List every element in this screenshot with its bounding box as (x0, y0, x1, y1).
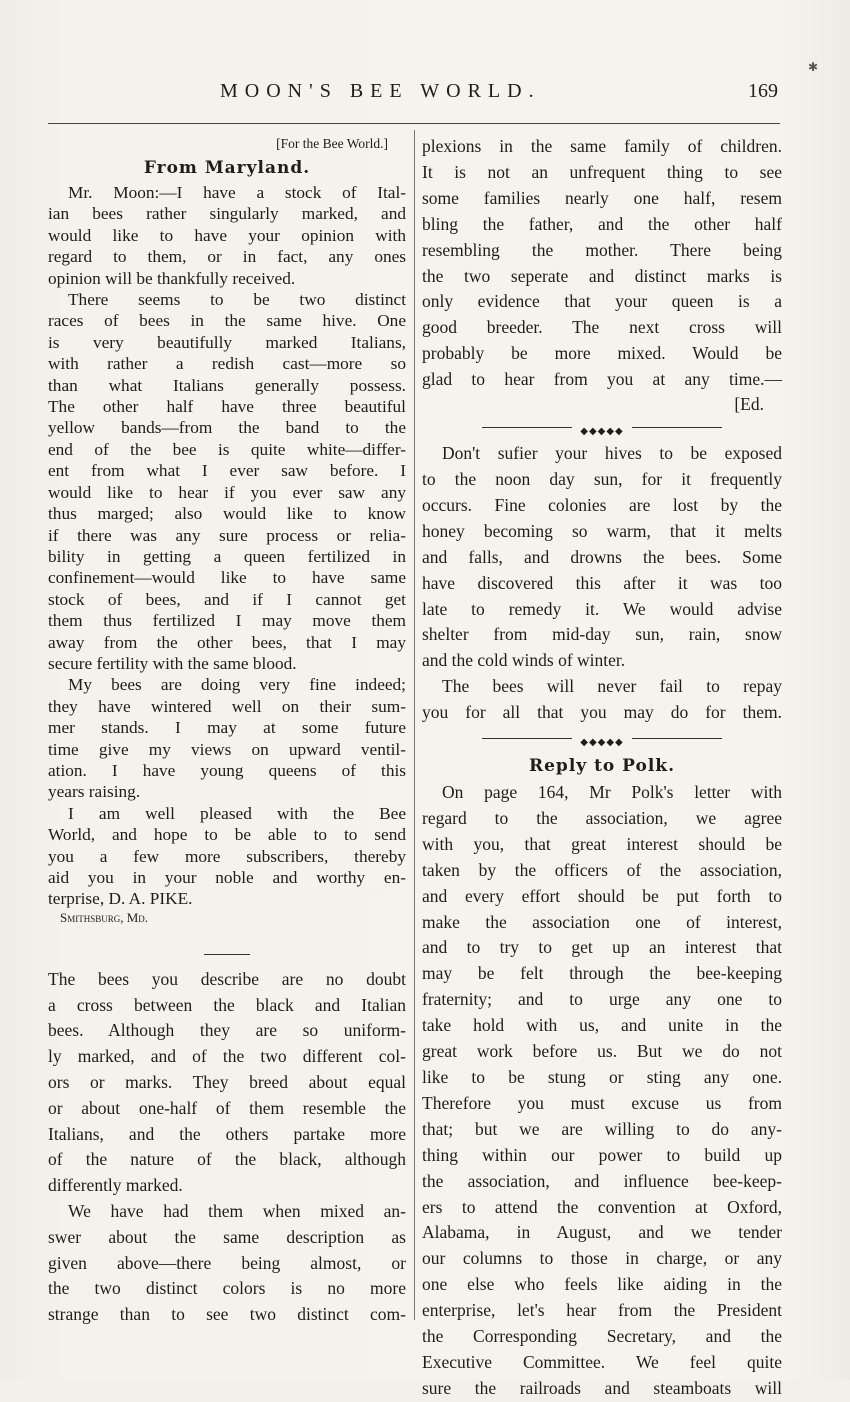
text-line: make the association one of interest, (422, 911, 782, 932)
text-line: and falls, and drowns the bees. Some (422, 546, 782, 567)
reply-continuation (422, 134, 782, 393)
text-line: secure fertility with the same blood. (48, 653, 297, 673)
text-line: time give my views on upward ventil- (48, 739, 406, 759)
polk-paragraph-1 (422, 780, 782, 1402)
signature-name: D. A. PIKE. (108, 889, 193, 909)
text-line: plexions in the same family of children. (422, 136, 782, 156)
text-line: regard to them, or in fact, any ones (48, 247, 406, 267)
right-column (422, 134, 782, 1402)
column-divider (414, 130, 415, 1320)
text-line: or about one-half of them resemble the (48, 1097, 406, 1118)
text-line: ly marked, and of the two different col- (48, 1046, 406, 1067)
text-line: that; but we are willing to do any- (422, 1118, 782, 1139)
text-line: would like to have your opinion with (48, 225, 406, 245)
text-line: of the nature of the black, although (48, 1149, 406, 1170)
signature-line (48, 888, 406, 909)
text-line: bees. Although they are so uniform- (48, 1020, 406, 1041)
text-line: The other half have three beautiful (48, 397, 406, 417)
corner-mark-icon: ✱ (808, 60, 819, 74)
text-line: Executive Committee. We feel quite (422, 1351, 782, 1372)
text-line: like to be stung or sting any one. (422, 1067, 782, 1087)
text-line: would like to hear if you ever saw any (48, 482, 406, 502)
text-line: Mr. Moon:—I have a stock of Ital- (68, 183, 406, 202)
text-line: than what Italians generally possess. (48, 375, 406, 395)
text-line: you for all that you may do for them. (422, 702, 782, 723)
text-line: The bees will never fail to repay (442, 676, 782, 697)
text-line: ent from what I ever saw before. I (48, 461, 406, 481)
text-line: shelter from mid-day sun, rain, snow (422, 624, 782, 645)
header-rule (48, 123, 780, 124)
ornament-glyphs: ◆◆◆◆◆ (580, 737, 624, 749)
text-line: they have wintered well on their sum- (48, 696, 406, 716)
text-line: with rather a redish cast—more so (48, 354, 406, 374)
text-line: We have had them when mixed an- (68, 1200, 406, 1221)
text-line: with you, that great interest should be (422, 833, 782, 854)
text-line: confinement—would like to have same (48, 568, 406, 588)
signature-place: Smithsburg, Md. (60, 909, 149, 925)
text-line: given above—there being almost, or (48, 1252, 406, 1273)
article-heading-reply-to-polk: Reply to Polk. (528, 756, 675, 777)
ornament-bar-right (632, 738, 722, 739)
ornament-divider-1 (422, 419, 782, 438)
text-line: World, and hope to be able to to send (48, 825, 406, 845)
text-line: you a few more subscribers, thereby (48, 846, 406, 866)
text-line: if there was any sure process or relia- (48, 525, 406, 545)
text-line: our columns to those in charge, or any (422, 1248, 782, 1269)
text-line: and to try to get up an interest that (422, 937, 782, 958)
text-line: ors or marks. They breed about equal (48, 1072, 406, 1092)
text-line: races of bees in the same hive. One (48, 311, 406, 331)
text-line: glad to hear from you at any time.— (422, 369, 782, 390)
text-line: and every effort should be put forth to (422, 885, 782, 906)
letter-paragraph-3 (48, 674, 406, 802)
text-line: On page 164, Mr Polk's letter with (442, 782, 782, 803)
text-line: regard to the association, we agree (422, 807, 782, 828)
signature-prefix: terprise, (48, 889, 105, 909)
text-line: honey becoming so warm, that it melts (422, 520, 782, 541)
article-heading-from-maryland: From Maryland. (143, 158, 311, 178)
page-number: 169 (748, 80, 778, 102)
text-line: the two seperate and distinct marks is (422, 265, 782, 286)
text-line: may be felt through the bee-keeping (422, 963, 782, 984)
text-line: ers to attend the convention at Oxford, (422, 1196, 782, 1217)
source-note: [For the Bee World.] (276, 136, 388, 151)
text-line: ation. I have young queens of this (48, 760, 406, 780)
text-line: is very beautifully marked Italians, (48, 332, 406, 352)
text-line: opinion will be thankfully received. (48, 268, 296, 288)
text-line: the Corresponding Secretary, and the (422, 1326, 782, 1347)
page-header (0, 80, 850, 114)
running-title: MOON'S BEE WORLD. (220, 80, 541, 102)
text-line: Italians, and the others partake more (48, 1123, 406, 1144)
text-line: There seems to be two distinct (68, 290, 406, 310)
text-line: yellow bands—from the band to the (48, 418, 406, 438)
text-line: mer stands. I may at some future (48, 718, 406, 738)
text-line: late to remedy it. We would advise (422, 598, 782, 619)
text-line: some families nearly one half, resem (422, 187, 782, 208)
text-line: It is not an unfrequent thing to see (422, 161, 782, 182)
text-line: the two distinct colors is no more (48, 1278, 406, 1299)
text-line: swer about the same description as (48, 1226, 406, 1247)
reply-paragraph-1 (48, 967, 406, 1199)
text-line: thus marged; also would like to know (48, 504, 406, 524)
ornament-bar-left (482, 738, 572, 739)
editor-signoff: [Ed. (734, 394, 764, 415)
ornament-divider-2 (422, 730, 782, 749)
letter-paragraph-4 (48, 803, 406, 889)
text-line: thing within our power to build up (422, 1144, 782, 1165)
text-line: taken by the officers of the association, (422, 859, 782, 880)
text-line: to the noon day sun, for it frequently (422, 468, 782, 489)
text-line: them thus fertilized I may move them (48, 611, 406, 631)
reply-paragraph-2 (48, 1199, 406, 1328)
text-line: and the cold winds of winter. (422, 650, 626, 671)
sun-paragraph-2 (422, 674, 782, 726)
text-line: bility in getting a queen fertilized in (48, 546, 406, 566)
text-line: strange than to see two distinct com- (48, 1304, 406, 1325)
text-line: bling the father, and the other half (422, 213, 782, 234)
ornament-bar-left (482, 427, 572, 428)
text-line: great work before us. But we do not (422, 1041, 782, 1062)
text-line: have discovered this after it was too (422, 572, 782, 593)
text-line: end of the bee is quite white—differ- (48, 439, 406, 459)
sun-paragraph-1 (422, 441, 782, 674)
text-line: fraternity; and to urge any one to (422, 989, 782, 1010)
text-line: enterprise, let's hear from the President (422, 1300, 782, 1321)
letter-paragraph-1 (48, 182, 406, 289)
text-line: My bees are doing very fine indeed; (68, 675, 406, 695)
text-line: Alabama, in August, and we tender (422, 1222, 782, 1243)
left-column (48, 134, 406, 1328)
text-line: a cross between the black and Italian (48, 994, 406, 1015)
text-line: take hold with us, and unite in the (422, 1015, 782, 1036)
text-line: probably be more mixed. Would be (422, 343, 782, 364)
letter-paragraph-2 (48, 289, 406, 674)
text-line: aid you in your noble and worthy en- (48, 868, 406, 887)
text-line: differently marked. (48, 1175, 183, 1196)
text-line: Therefore you must excuse us from (422, 1092, 782, 1113)
text-line: I am well pleased with the Bee (68, 803, 406, 823)
text-line: only evidence that your queen is a (422, 291, 782, 312)
text-line: good breeder. The next cross will (422, 317, 782, 338)
text-line: years raising. (48, 782, 141, 802)
ornament-glyphs: ◆◆◆◆◆ (580, 426, 624, 438)
text-line: away from the other bees, that I may (48, 632, 406, 652)
text-line: one else who feels like aiding in the (422, 1274, 782, 1295)
editor-reply (48, 967, 406, 1328)
text-line: sure the railroads and steamboats will (422, 1377, 782, 1398)
ornament-bar-right (632, 427, 722, 428)
text-line: the association, and influence bee-keep- (422, 1170, 782, 1191)
text-line: stock of bees, and if I cannot get (48, 589, 406, 609)
text-line: The bees you describe are no doubt (48, 968, 406, 989)
text-line: ian bees rather singularly marked, and (48, 204, 406, 224)
section-rule (204, 954, 250, 955)
text-line: Don't sufier your hives to be exposed (442, 443, 782, 464)
text-line: resembling the mother. There being (422, 239, 782, 260)
text-line: occurs. Fine colonies are lost by the (422, 494, 782, 515)
